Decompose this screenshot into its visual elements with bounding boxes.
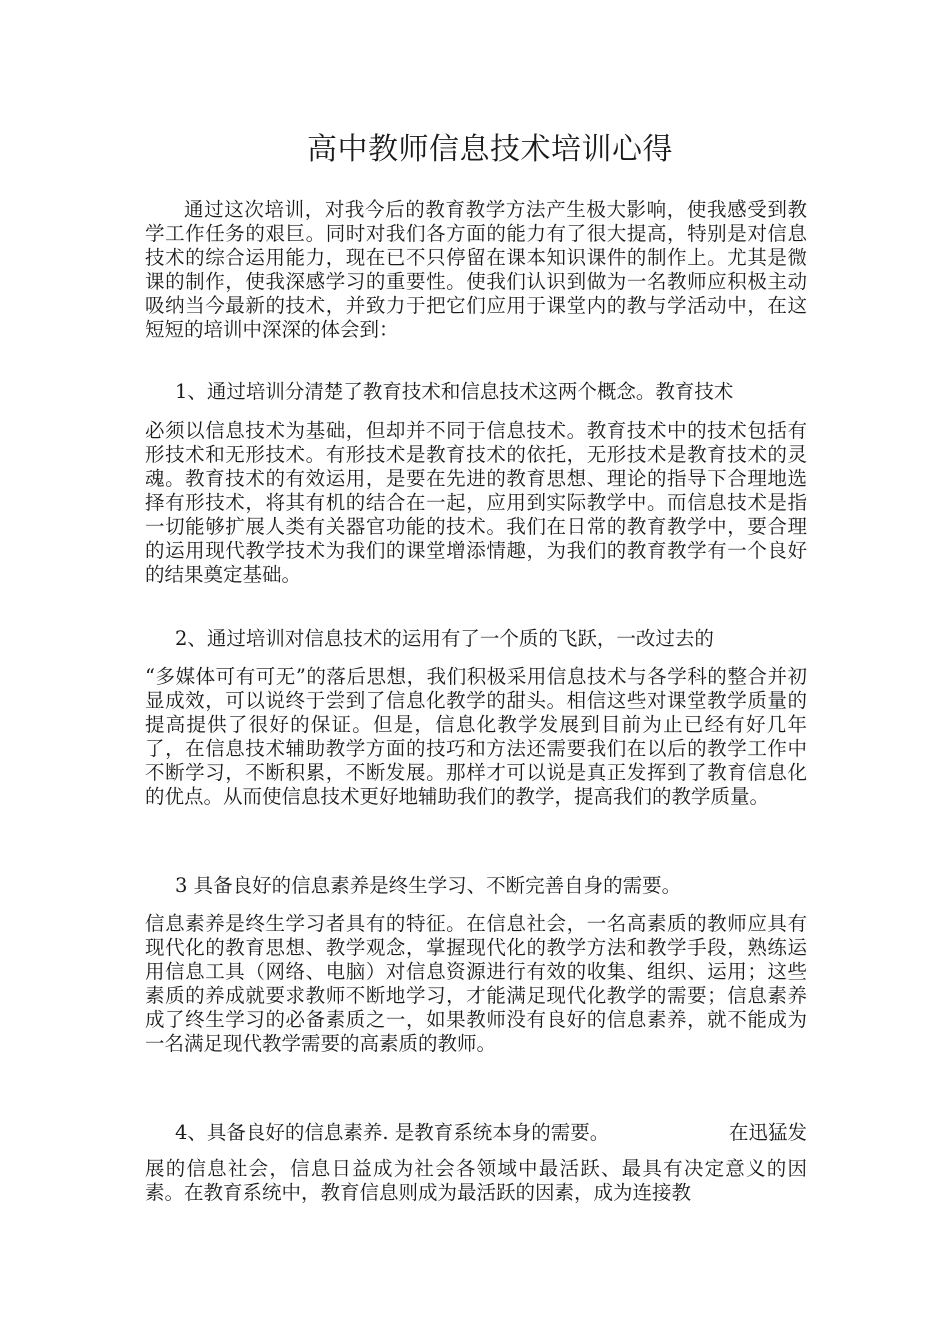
section-2-heading (145, 627, 807, 651)
section-2-heading-text: 2、通过培训对信息技术的运用有了一个质的飞跃，一改过去的 (175, 627, 714, 650)
section-2-body: “多媒体可有可无”的落后思想，我们积极采用信息技术与各学科的整合并初显成效，可以说终于尝到了信息化教学的甜头。相信这些对课堂教学质量的提高提供了很好的保证。但是，信息化教学发展到目前为止已经有好几年了，在信息技术辅助教学方面的技巧和方法还需要我们在以后的教学工作中不断学习，不断积累，不断发展。那样才可以说是真正发挥到了教育信息化的优点。从而使信息技术更好地辅助我们的教学，提高我们的教学质量。 (145, 665, 807, 808)
section-1-heading (145, 380, 807, 404)
section-3-heading (145, 874, 807, 898)
document-title: 高中教师信息技术培训心得 (307, 132, 673, 167)
section-3-heading-text: 3 具备良好的信息素养是终生学习、不断完善自身的需要。 (175, 874, 682, 897)
section-4-heading (145, 1121, 807, 1145)
intro-paragraph: 通过这次培训，对我今后的教育教学方法产生极大影响，使我感受到教学工作任务的艰巨。同时对我们各方面的能力有了很大提高，特别是对信息技术的综合运用能力，现在已不只停留在课本知识课件的制作上。尤其是微课的制作，使我深感学习的重要性。使我们认识到做为一名教师应积极主动吸纳当今最新的技术，并致力于把它们应用于课堂内的教与学活动中，在这短短的培训中深深的体会到： (145, 198, 807, 341)
section-4-heading-text: 4、具备良好的信息素养. 是教育系统本身的需要。 (175, 1121, 610, 1144)
section-1-heading-text: 1、通过培训分清楚了教育技术和信息技术这两个概念。教育技术 (175, 380, 734, 403)
section-4-heading-tail: 在迅猛发 (728, 1121, 807, 1144)
section-3-body: 信息素养是终生学习者具有的特征。在信息社会，一名高素质的教师应具有现代化的教育思想、教学观念，掌握现代化的教学方法和教学手段，熟练运用信息工具（网络、电脑）对信息资源进行有效的收集、组织、运用；这些素质的养成就要求教师不断地学习，才能满足现代化教学的需要；信息素养成了终生学习的必备素质之一，如果教师没有良好的信息素养，就不能成为一名满足现代教学需要的高素质的教师。 (145, 912, 807, 1055)
section-4-body: 展的信息社会，信息日益成为社会各领域中最活跃、最具有决定意义的因素。在教育系统中，教育信息则成为最活跃的因素，成为连接教 (145, 1157, 807, 1204)
section-1-body: 必须以信息技术为基础，但却并不同于信息技术。教育技术中的技术包括有形技术和无形技术。有形技术是教育技术的依托，无形技术是教育技术的灵魂。教育技术的有效运用，是要在先进的教育思想、理论的指导下合理地选择有形技术，将其有机的结合在一起，应用到实际教学中。而信息技术是指一切能够扩展人类有关器官功能的技术。我们在日常的教育教学中，要合理的运用现代教学技术为我们的课堂增添情趣，为我们的教育教学有一个良好的结果奠定基础。 (145, 419, 807, 586)
